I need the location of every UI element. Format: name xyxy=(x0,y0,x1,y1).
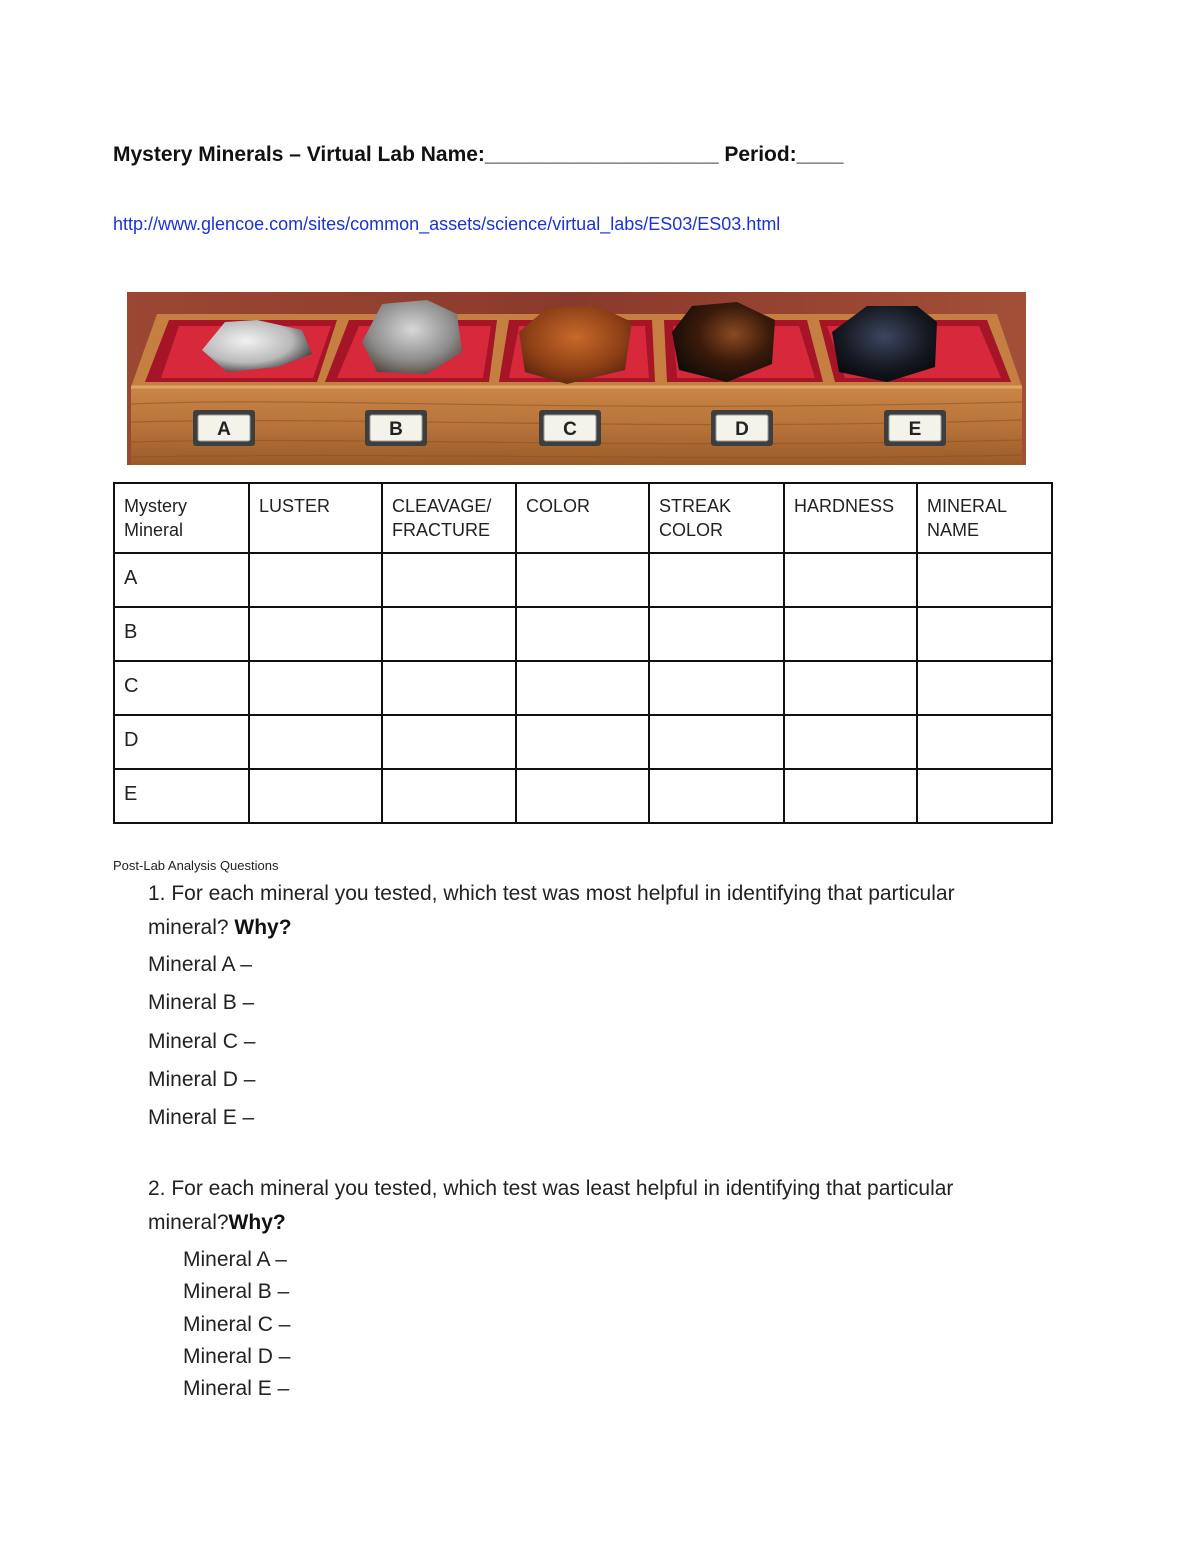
header-label: LUSTER xyxy=(259,496,331,516)
q1-mineral-e: Mineral E – xyxy=(148,1106,255,1129)
tray-label-b: B xyxy=(389,419,403,440)
table-cell[interactable] xyxy=(516,607,649,661)
table-cell[interactable] xyxy=(917,715,1052,769)
page-title: Mystery Minerals – Virtual Lab Name:____________________ Period:____ xyxy=(113,143,844,166)
q1-mineral-a: Mineral A – xyxy=(148,953,252,976)
row-label: A xyxy=(114,553,249,607)
table-cell[interactable] xyxy=(649,661,784,715)
header-hardness xyxy=(784,483,917,553)
table-row xyxy=(114,553,1052,607)
tray-label-c: C xyxy=(563,419,577,440)
table-cell[interactable] xyxy=(516,715,649,769)
tray-label-d: D xyxy=(735,419,749,440)
table-cell[interactable] xyxy=(516,661,649,715)
row-label: C xyxy=(114,661,249,715)
table-cell[interactable] xyxy=(917,607,1052,661)
table-cell[interactable] xyxy=(382,607,516,661)
tray-label-e: E xyxy=(908,419,922,440)
q2-mineral-a: Mineral A – xyxy=(183,1248,287,1271)
header-streak-color xyxy=(649,483,784,553)
table-cell[interactable] xyxy=(649,715,784,769)
mineral-rock-c xyxy=(519,306,632,384)
table-cell[interactable] xyxy=(649,553,784,607)
q2-mineral-d: Mineral D – xyxy=(183,1345,291,1368)
question-2 xyxy=(148,1172,1008,1240)
question-1 xyxy=(148,877,1008,945)
mineral-data-table xyxy=(113,482,1053,824)
table-cell[interactable] xyxy=(382,769,516,823)
analysis-section-label: Post-Lab Analysis Questions xyxy=(113,858,279,873)
table-cell[interactable] xyxy=(516,769,649,823)
q2-mineral-c: Mineral C – xyxy=(183,1313,291,1336)
header-label: CLEAVAGE/ FRACTURE xyxy=(392,496,492,540)
table-cell[interactable] xyxy=(249,715,382,769)
table-cell[interactable] xyxy=(249,661,382,715)
q1-mineral-d: Mineral D – xyxy=(148,1068,256,1091)
table-cell[interactable] xyxy=(917,553,1052,607)
table-cell[interactable] xyxy=(249,553,382,607)
q1-mineral-b: Mineral B – xyxy=(148,991,255,1014)
header-luster xyxy=(249,483,382,553)
table-cell[interactable] xyxy=(382,661,516,715)
header-mineral-name xyxy=(917,483,1052,553)
table-cell[interactable] xyxy=(649,607,784,661)
table-cell[interactable] xyxy=(784,715,917,769)
lab-url-link[interactable]: http://www.glencoe.com/sites/common_assets/science/virtual_labs/ES03/ES03.html xyxy=(113,214,781,234)
table-cell[interactable] xyxy=(917,769,1052,823)
header-label: MINERAL NAME xyxy=(927,496,1008,540)
table-cell[interactable] xyxy=(382,715,516,769)
table-cell[interactable] xyxy=(382,553,516,607)
q2-mineral-b: Mineral B – xyxy=(183,1280,290,1303)
tray-label-a: A xyxy=(217,419,231,440)
table-cell[interactable] xyxy=(649,769,784,823)
header-label: COLOR xyxy=(526,496,591,516)
header-label: STREAK COLOR xyxy=(659,496,732,540)
question-1-text: 1. For each mineral you tested, which test was most helpful in identifying that particular mineral? xyxy=(148,882,955,939)
table-cell[interactable] xyxy=(784,607,917,661)
table-cell[interactable] xyxy=(516,553,649,607)
table-row xyxy=(114,607,1052,661)
row-label: E xyxy=(114,769,249,823)
table-cell[interactable] xyxy=(784,553,917,607)
row-label: B xyxy=(114,607,249,661)
header-label: Mystery Mineral xyxy=(124,496,187,540)
table-cell[interactable] xyxy=(917,661,1052,715)
table-row xyxy=(114,661,1052,715)
header-mystery-mineral xyxy=(114,483,249,553)
row-label: D xyxy=(114,715,249,769)
question-2-why: Why? xyxy=(228,1211,286,1234)
table-row xyxy=(114,715,1052,769)
header-cleavage-fracture xyxy=(382,483,516,553)
q1-mineral-c: Mineral C – xyxy=(148,1030,256,1053)
table-cell[interactable] xyxy=(249,769,382,823)
question-2-text: 2. For each mineral you tested, which test was least helpful in identifying that particular mineral? xyxy=(148,1177,954,1234)
table-row xyxy=(114,769,1052,823)
q2-mineral-e: Mineral E – xyxy=(183,1377,290,1400)
table-cell[interactable] xyxy=(249,607,382,661)
table-cell[interactable] xyxy=(784,661,917,715)
mineral-tray-image xyxy=(127,292,1026,465)
header-color xyxy=(516,483,649,553)
header-label: HARDNESS xyxy=(794,496,895,516)
question-1-why: Why? xyxy=(234,916,292,939)
table-header-row xyxy=(114,483,1052,553)
table-cell[interactable] xyxy=(784,769,917,823)
